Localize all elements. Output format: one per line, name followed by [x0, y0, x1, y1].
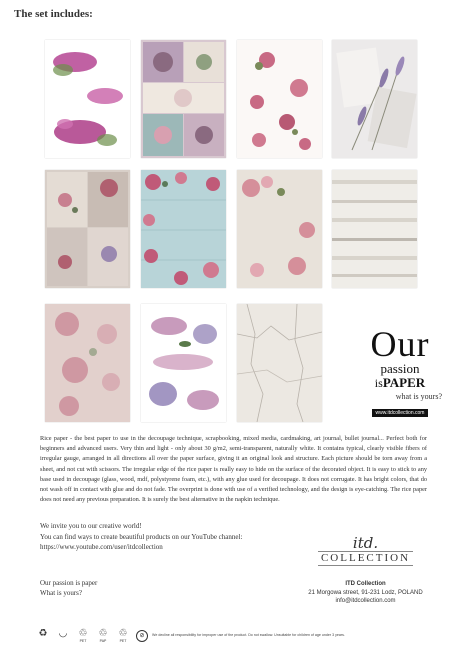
contact-block	[278, 580, 453, 606]
pink-garden-image	[237, 170, 322, 288]
vintage-collage-image	[141, 40, 226, 158]
company-address: 21 Morgowa street, 91-231 Lodz, POLAND	[308, 589, 423, 596]
product-description: Rice paper - the best paper to use in the decoupage technique, scrapbooking, mixed media, cardmaking, art journal, bullet journal... Perfect both for beginners and advanced users. Very thin and light - only about 30 g/m2, semi-transparent, naturally white. It contains typical, clearly visible fibers of irregular gauge, arranged in all directions all over the paper surface, giving it an original look and structure. Each picture should be torn away from a sheet, and not cut with scissors. The irregular edge of the rice paper is really easy to hide on the surface of the decorated object. It is easy to stick to any base used in decoupage (glass, wood, mdf, polystyrene foam, etc.), with any glue used for decoupage. It does not corrugate. It has bright colors, that do not wash off in contact with glue and do not fade. The overprint is done with use of a verified technology, and the design is eye-catching. The rice paper does not need any previous preparation. It is surely the best alternative in the napkin technique.	[40, 435, 427, 504]
thumbnail-bougainvillea	[45, 40, 130, 158]
passion-line1: Our passion is paper	[40, 579, 98, 587]
youtube-link[interactable]: https://www.youtube.com/user/itdcollection	[40, 543, 163, 551]
arrow-loop-icon: ◡	[58, 628, 68, 639]
wreaths-image	[141, 304, 226, 422]
lavender-image	[332, 40, 417, 158]
pink-rose-texture-image	[45, 304, 130, 422]
pink-roses-image	[237, 40, 322, 158]
slogan	[350, 326, 450, 419]
slogan-passion: passion	[380, 361, 420, 376]
bougainvillea-image	[45, 40, 130, 158]
slogan-is-paper	[350, 376, 450, 390]
thumbnail-blue-wood-roses	[141, 170, 226, 288]
logo-collection: COLLECTION	[318, 551, 413, 566]
pet-recycle-icon-2: ♲ PET	[118, 628, 128, 643]
slogan-paper: PAPER	[382, 375, 426, 390]
invite-line1: We invite you to our creative world!	[40, 522, 142, 530]
white-wood-image	[332, 170, 417, 288]
slogan-question: what is yours?	[395, 392, 442, 401]
thumbnail-cracked-texture	[237, 304, 322, 422]
slogan-our: Our	[370, 324, 430, 364]
thumbnail-pink-garden	[237, 170, 322, 288]
thumbnail-lavender	[332, 40, 417, 158]
thumbnail-wreaths	[141, 304, 226, 422]
itd-logo	[318, 536, 413, 566]
pet-recycle-icon: ♲ PET	[78, 628, 88, 643]
roses-collage-image	[45, 170, 130, 288]
recycle-icon: ♻	[38, 628, 48, 639]
cracked-texture-image	[237, 304, 322, 422]
website-badge[interactable]: www.itdcollection.com	[372, 409, 429, 417]
invite-line2: You can find ways to create beautiful products on our YouTube channel:	[40, 532, 243, 541]
thumbnail-pink-roses	[237, 40, 322, 158]
slogan-is: is	[374, 376, 383, 390]
thumbnail-vintage-collage	[141, 40, 226, 158]
company-email[interactable]: info@itdcollection.com	[335, 598, 396, 604]
invite-block	[40, 521, 242, 553]
blue-wood-roses-image	[141, 170, 226, 288]
thumbnail-pink-rose-texture	[45, 304, 130, 422]
logo-itd: itd.	[352, 534, 379, 552]
no-child-icon: ⊘	[136, 630, 148, 642]
thumbnail-roses-collage	[45, 170, 130, 288]
company-name: ITD Collection	[345, 581, 386, 587]
page-heading: The set includes:	[14, 8, 93, 20]
warning-text: We decline all responsibility for improper use of the product. Do not swallow. Unsuitable for children of age under 3 years.	[152, 633, 345, 637]
pap-recycle-icon: ♲ PAP	[98, 628, 108, 643]
passion-line2: What is yours?	[40, 589, 82, 597]
thumbnail-white-wood	[332, 170, 417, 288]
recycling-symbols	[36, 629, 130, 645]
passion-block	[40, 578, 97, 598]
